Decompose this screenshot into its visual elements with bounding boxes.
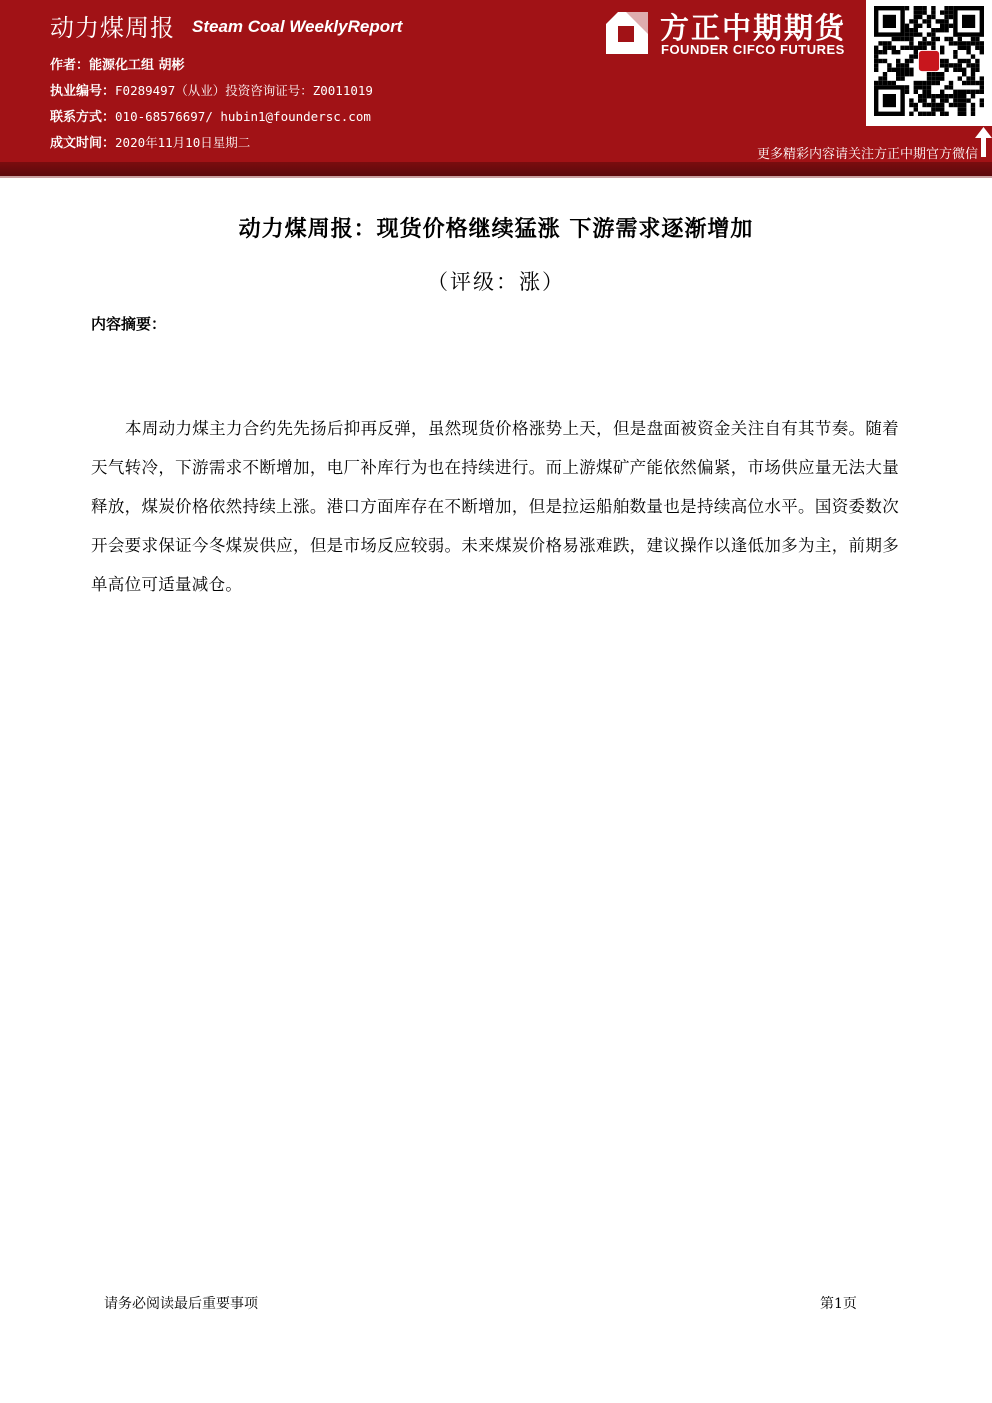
report-header — [0, 0, 992, 162]
author-line — [50, 54, 185, 73]
document-title: 动力煤周报：现货价格继续猛涨 下游需求逐渐增加 — [238, 217, 754, 242]
footer-disclaimer: 请务必阅读最后重要事项 — [104, 1296, 258, 1312]
report-title-cn: 动力煤周报 — [50, 14, 175, 42]
logo-text-en: FOUNDER CIFCO FUTURES — [661, 42, 845, 57]
author-label: 作者： — [50, 58, 90, 73]
page-number: 第1页 — [820, 1296, 857, 1312]
logo-mark-icon — [604, 10, 650, 56]
contact-value: 010-68576697/ hubin1@foundersc.com — [115, 109, 371, 124]
company-logo — [604, 8, 864, 60]
qr-code-icon — [874, 6, 984, 118]
report-title-en: Steam Coal WeeklyReport — [192, 17, 403, 36]
license-label: 执业编号： — [50, 84, 116, 99]
wechat-qr-code[interactable] — [866, 0, 992, 126]
license-line — [50, 80, 373, 99]
logo-text-cn: 方正中期期货 — [660, 11, 847, 45]
date-label: 成文时间： — [50, 136, 116, 151]
license-value: F0289497（从业）投资咨询证号：Z0011019 — [115, 83, 373, 98]
abstract-body: 本周动力煤主力合约先先扬后抑再反弹，虽然现货价格涨势上天，但是盘面被资金关注自有其节奏。随着天气转冷，下游需求不断增加，电厂补库行为也在持续进行。而上游煤矿产能依然偏紧，市场供应量无法大量释放，煤炭价格依然持续上涨。港口方面库存在不断增加，但是拉运船舶数量也是持续高位水平。国资委数次开会要求保证今冬煤炭供应，但是市场反应较弱。未来煤炭价格易涨难跌，建议操作以逢低加多为主，前期多单高位可适量减仓。 — [91, 419, 899, 594]
date-line — [50, 132, 250, 151]
follow-wechat-text: 更多精彩内容请关注方正中期官方微信 — [756, 147, 978, 162]
abstract-label: 内容摘要： — [91, 315, 167, 333]
header-divider — [0, 162, 992, 176]
contact-line — [50, 106, 371, 125]
header-divider-thin — [0, 176, 992, 178]
author-value: 能源化工组 胡彬 — [89, 58, 185, 73]
date-value: 2020年11月10日星期二 — [115, 135, 251, 150]
rating: （评级：涨） — [427, 270, 565, 294]
contact-label: 联系方式： — [50, 110, 116, 125]
